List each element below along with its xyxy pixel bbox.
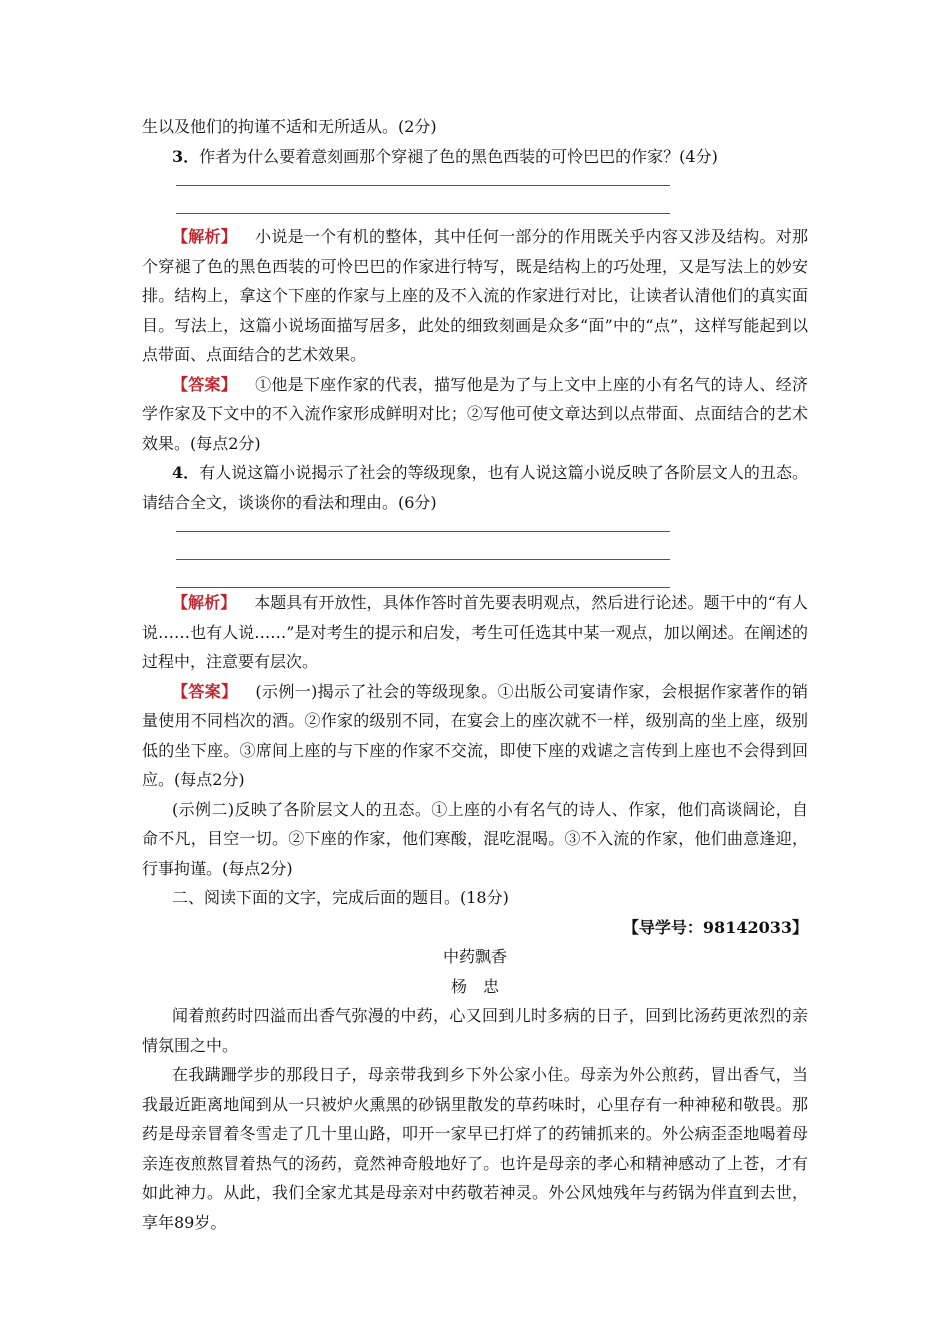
article-title: 中药飘香 bbox=[442, 947, 507, 966]
question-3-number: 3． bbox=[172, 146, 200, 166]
q3-answer bbox=[142, 370, 808, 459]
q4-answer-example-2: (示例二)反映了各阶层文人的丑态。①上座的小有名气的诗人、作家，他们高谈阔论，自命不凡，目空一切。②下座的作家，他们寒酸，混吃混喝。③不入流的作家，他们曲意逢迎，行事拘谨。(每点2分) bbox=[142, 799, 808, 878]
analysis-tag: 【解析】 bbox=[172, 593, 237, 612]
answer-tag: 【答案】 bbox=[172, 374, 238, 394]
section-2-heading: 二、阅读下面的文字，完成后面的题目。(18分) bbox=[172, 888, 509, 907]
question-3-text: 作者为什么要着意刻画那个穿褪了色的黑色西装的可怜巴巴的作家？(4分) bbox=[199, 146, 718, 166]
answer-tag: 【答案】 bbox=[172, 681, 238, 701]
q4-analysis-text: 本题具有开放性，具体作答时首先要表明观点，然后进行论述。题干中的“有人说……也有人说……”是对考生的提示和启发，考生可任选其中某一观点，加以阐述。在阐述的过程中，注意要有层次。 bbox=[142, 593, 808, 671]
answer-blank-line[interactable] bbox=[176, 560, 670, 588]
q4-answer-text-1: (示例一)揭示了社会的等级现象。①出版公司宴请作家，会根据作家著作的销量使用不同档次的酒。②作家的级别不同，在宴会上的座次就不一样，级别高的坐上座，级别低的坐下座。③席间上座的与下座的作家不交流，即使下座的戏谑之言传到上座也不会得到回应。(每点2分) bbox=[142, 681, 808, 789]
question-4 bbox=[142, 458, 808, 517]
q3-analysis bbox=[142, 222, 808, 370]
answer-blank-line[interactable] bbox=[176, 532, 670, 560]
question-3 bbox=[142, 142, 808, 172]
answer-blank-line[interactable] bbox=[176, 517, 670, 532]
guide-number: 【导学号：98142033】 bbox=[622, 917, 808, 937]
question-4-text: 有人说这篇小说揭示了社会的等级现象，也有人说这篇小说反映了各阶层文人的丑态。请结合全文，谈谈你的看法和理由。(6分) bbox=[142, 463, 808, 512]
q3-answer-text: ①他是下座作家的代表，描写他是为了与上文中上座的小有名气的诗人、经济学作家及下文中的不入流作家形成鲜明对比；②写他可使文章达到以点带面、点面结合的艺术效果。(每点2分) bbox=[142, 374, 808, 453]
article-paragraph: 在我蹒跚学步的那段日子，母亲带我到乡下外公家小住。母亲为外公煎药，冒出香气，当我最近距离地闻到从一只被炉火熏黑的砂锅里散发的草药味时，心里存有一种神秘和敬畏。那药是母亲冒着冬雪走了几十里山路，叩开一家早已打烊了的药铺抓来的。外公病歪歪地喝着母亲连夜煎熬冒着热气的汤药，竟然神奇般地好了。也许是母亲的孝心和精神感动了上苍，才有如此神力。从此，我们全家尤其是母亲对中药敬若神灵。外公风烛残年与药锅为伴直到去世，享年89岁。 bbox=[142, 1065, 808, 1232]
document-page bbox=[142, 112, 808, 1237]
article-author: 杨 忠 bbox=[450, 976, 499, 996]
q3-analysis-text: 小说是一个有机的整体，其中任何一部分的作用既关乎内容又涉及结构。对那个穿褪了色的黑色西装的可怜巴巴的作家进行特写，既是结构上的巧处理，又是写法上的妙安排。结构上，拿这个下座的作家与上座的及不入流的作家进行对比，让读者认清他们的真实面目。写法上，这篇小说场面描写居多，此处的细致刻画是众多“面”中的“点”，这样写能起到以点带面、点面结合的艺术效果。 bbox=[142, 227, 808, 364]
q4-answer-example-1 bbox=[142, 677, 808, 795]
analysis-tag: 【解析】 bbox=[172, 227, 238, 246]
q4-analysis bbox=[142, 588, 808, 677]
answer-blank-line[interactable] bbox=[176, 186, 670, 214]
answer-blank-line[interactable] bbox=[176, 171, 670, 186]
article-paragraph: 闻着煎药时四溢而出香气弥漫的中药，心又回到儿时多病的日子，回到比汤药更浓烈的亲情氛围之中。 bbox=[142, 1006, 808, 1055]
question-4-number: 4． bbox=[172, 463, 200, 482]
q2-answer-tail: 生以及他们的拘谨不适和无所适从。(2分) bbox=[142, 117, 437, 136]
